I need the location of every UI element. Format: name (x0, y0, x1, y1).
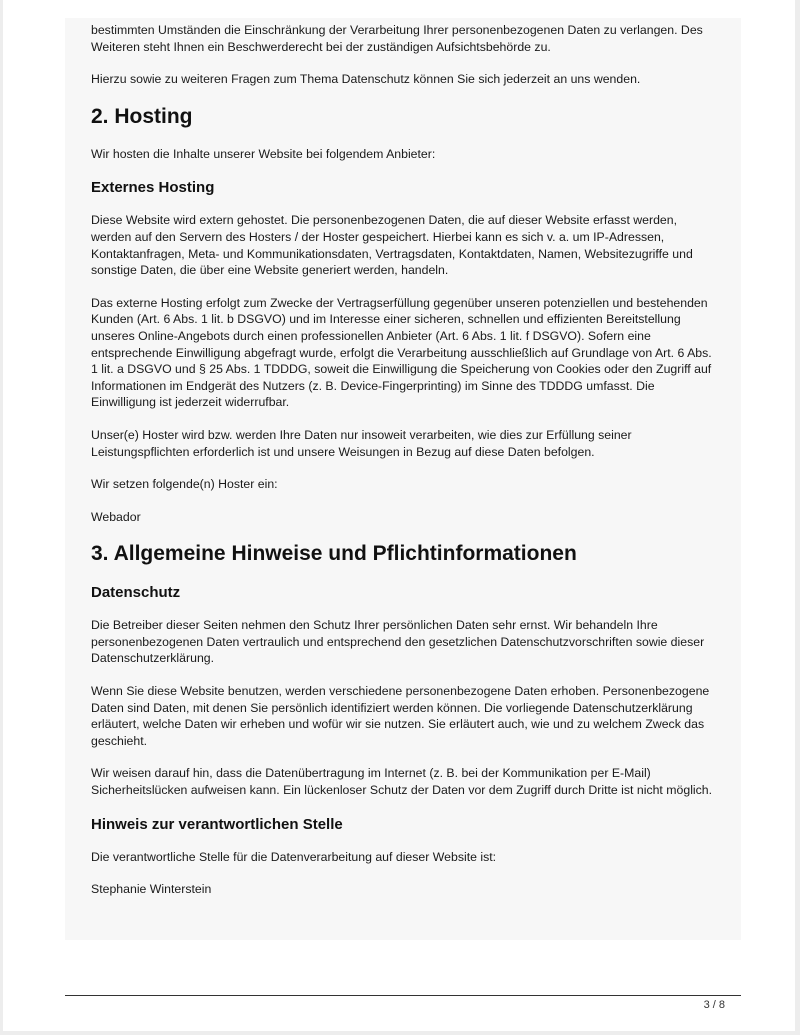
hosting-paragraph: Unser(e) Hoster wird bzw. werden Ihre Daten nur insoweit verarbeiten, wie dies zur Erfüllung seiner Leistungspflichten erforderlich ist und unsere Weisungen in Bezug auf diese Daten befolgen. (91, 427, 632, 459)
subheading-datenschutz: Datenschutz (91, 584, 181, 602)
footer-divider (65, 995, 741, 996)
hoster-name: Webador (91, 509, 141, 524)
page-content (65, 18, 741, 940)
hosting-paragraph: Wir setzen folgende(n) Hoster ein: (91, 477, 278, 492)
page-number: 3 / 8 (703, 999, 725, 1011)
hosting-paragraph: Diese Website wird extern gehostet. Die personenbezogenen Daten, die auf dieser Website erfasst werden, werden auf den Servern des Hosters / der Hoster gespeichert. Hierbei kann es sich v. a. um IP-Adressen, Kontaktanfragen, Meta- und Kommunikationsdaten, Vertragsdaten, Kontaktdaten, Namen, Websitezugriffe und sonstige Daten, die über eine Website generiert werden, handeln. (91, 213, 693, 278)
verantwortliche-person: Stephanie Winterstein (91, 882, 212, 897)
datenschutz-paragraph: Die Betreiber dieser Seiten nehmen den Schutz Ihrer persönlichen Daten sehr ernst. Wir behandeln Ihre personenbezogenen Daten vertraulich und entsprechend den gesetzlichen Datenschutzvorschriften sowie dieser Datenschutzerklärung. (91, 618, 705, 666)
section-heading-hosting: 2. Hosting (91, 104, 193, 128)
subheading-externes-hosting: Externes Hosting (91, 179, 215, 197)
section-heading-allgemeine-hinweise: 3. Allgemeine Hinweise und Pflichtinformationen (91, 542, 577, 566)
subheading-verantwortliche-stelle: Hinweis zur verantwortlichen Stelle (91, 815, 343, 833)
hosting-intro: Wir hosten die Inhalte unserer Website bei folgendem Anbieter: (91, 146, 436, 161)
document-page (3, 0, 795, 1031)
verantwortliche-stelle-paragraph: Die verantwortliche Stelle für die Datenverarbeitung auf dieser Website ist: (91, 849, 497, 864)
datenschutz-paragraph: Wir weisen darauf hin, dass die Datenübertragung im Internet (z. B. bei der Kommunikation per E-Mail) Sicherheitslücken aufweisen kann. Ein lückenloser Schutz der Daten vor dem Zugriff durch Dritte ist nicht möglich. (91, 766, 713, 798)
hosting-paragraph: Das externe Hosting erfolgt zum Zwecke der Vertragserfüllung gegenüber unseren potenziellen und bestehenden Kunden (Art. 6 Abs. 1 lit. b DSGVO) und im Interesse einer sicheren, schnellen und effizienten Bereitstellung unseres Online-Angebots durch einen professionellen Anbieter (Art. 6 Abs. 1 lit. f DSGVO). Sofern eine entsprechende Einwilligung abgefragt wurde, erfolgt die Verarbeitung ausschließlich auf Grundlage von Art. 6 Abs. 1 lit. a DSGVO und § 25 Abs. 1 TDDDG, soweit die Einwilligung die Speicherung von Cookies oder den Zugriff auf Informationen im Endgerät des Nutzers (z. B. Device-Fingerprinting) im Sinne des TDDDG umfasst. Die Einwilligung ist jederzeit widerrufbar. (91, 295, 712, 410)
intro-paragraph: Hierzu sowie zu weiteren Fragen zum Thema Datenschutz können Sie sich jederzeit an uns wenden. (91, 72, 641, 87)
intro-paragraph: bestimmten Umständen die Einschränkung der Verarbeitung Ihrer personenbezogenen Daten zu verlangen. Des Weiteren steht Ihnen ein Beschwerderecht bei der zuständigen Aufsichtsbehörde zu. (91, 23, 703, 54)
datenschutz-paragraph: Wenn Sie diese Website benutzen, werden verschiedene personenbezogene Daten erhoben. Personenbezogene Daten sind Daten, mit denen Sie persönlich identifiziert werden können. Die vorliegende Datenschutzerklärung erläutert, welche Daten wir erheben und wofür wir sie nutzen. Sie erläutert auch, wie und zu welchem Zweck das geschieht. (91, 684, 710, 748)
